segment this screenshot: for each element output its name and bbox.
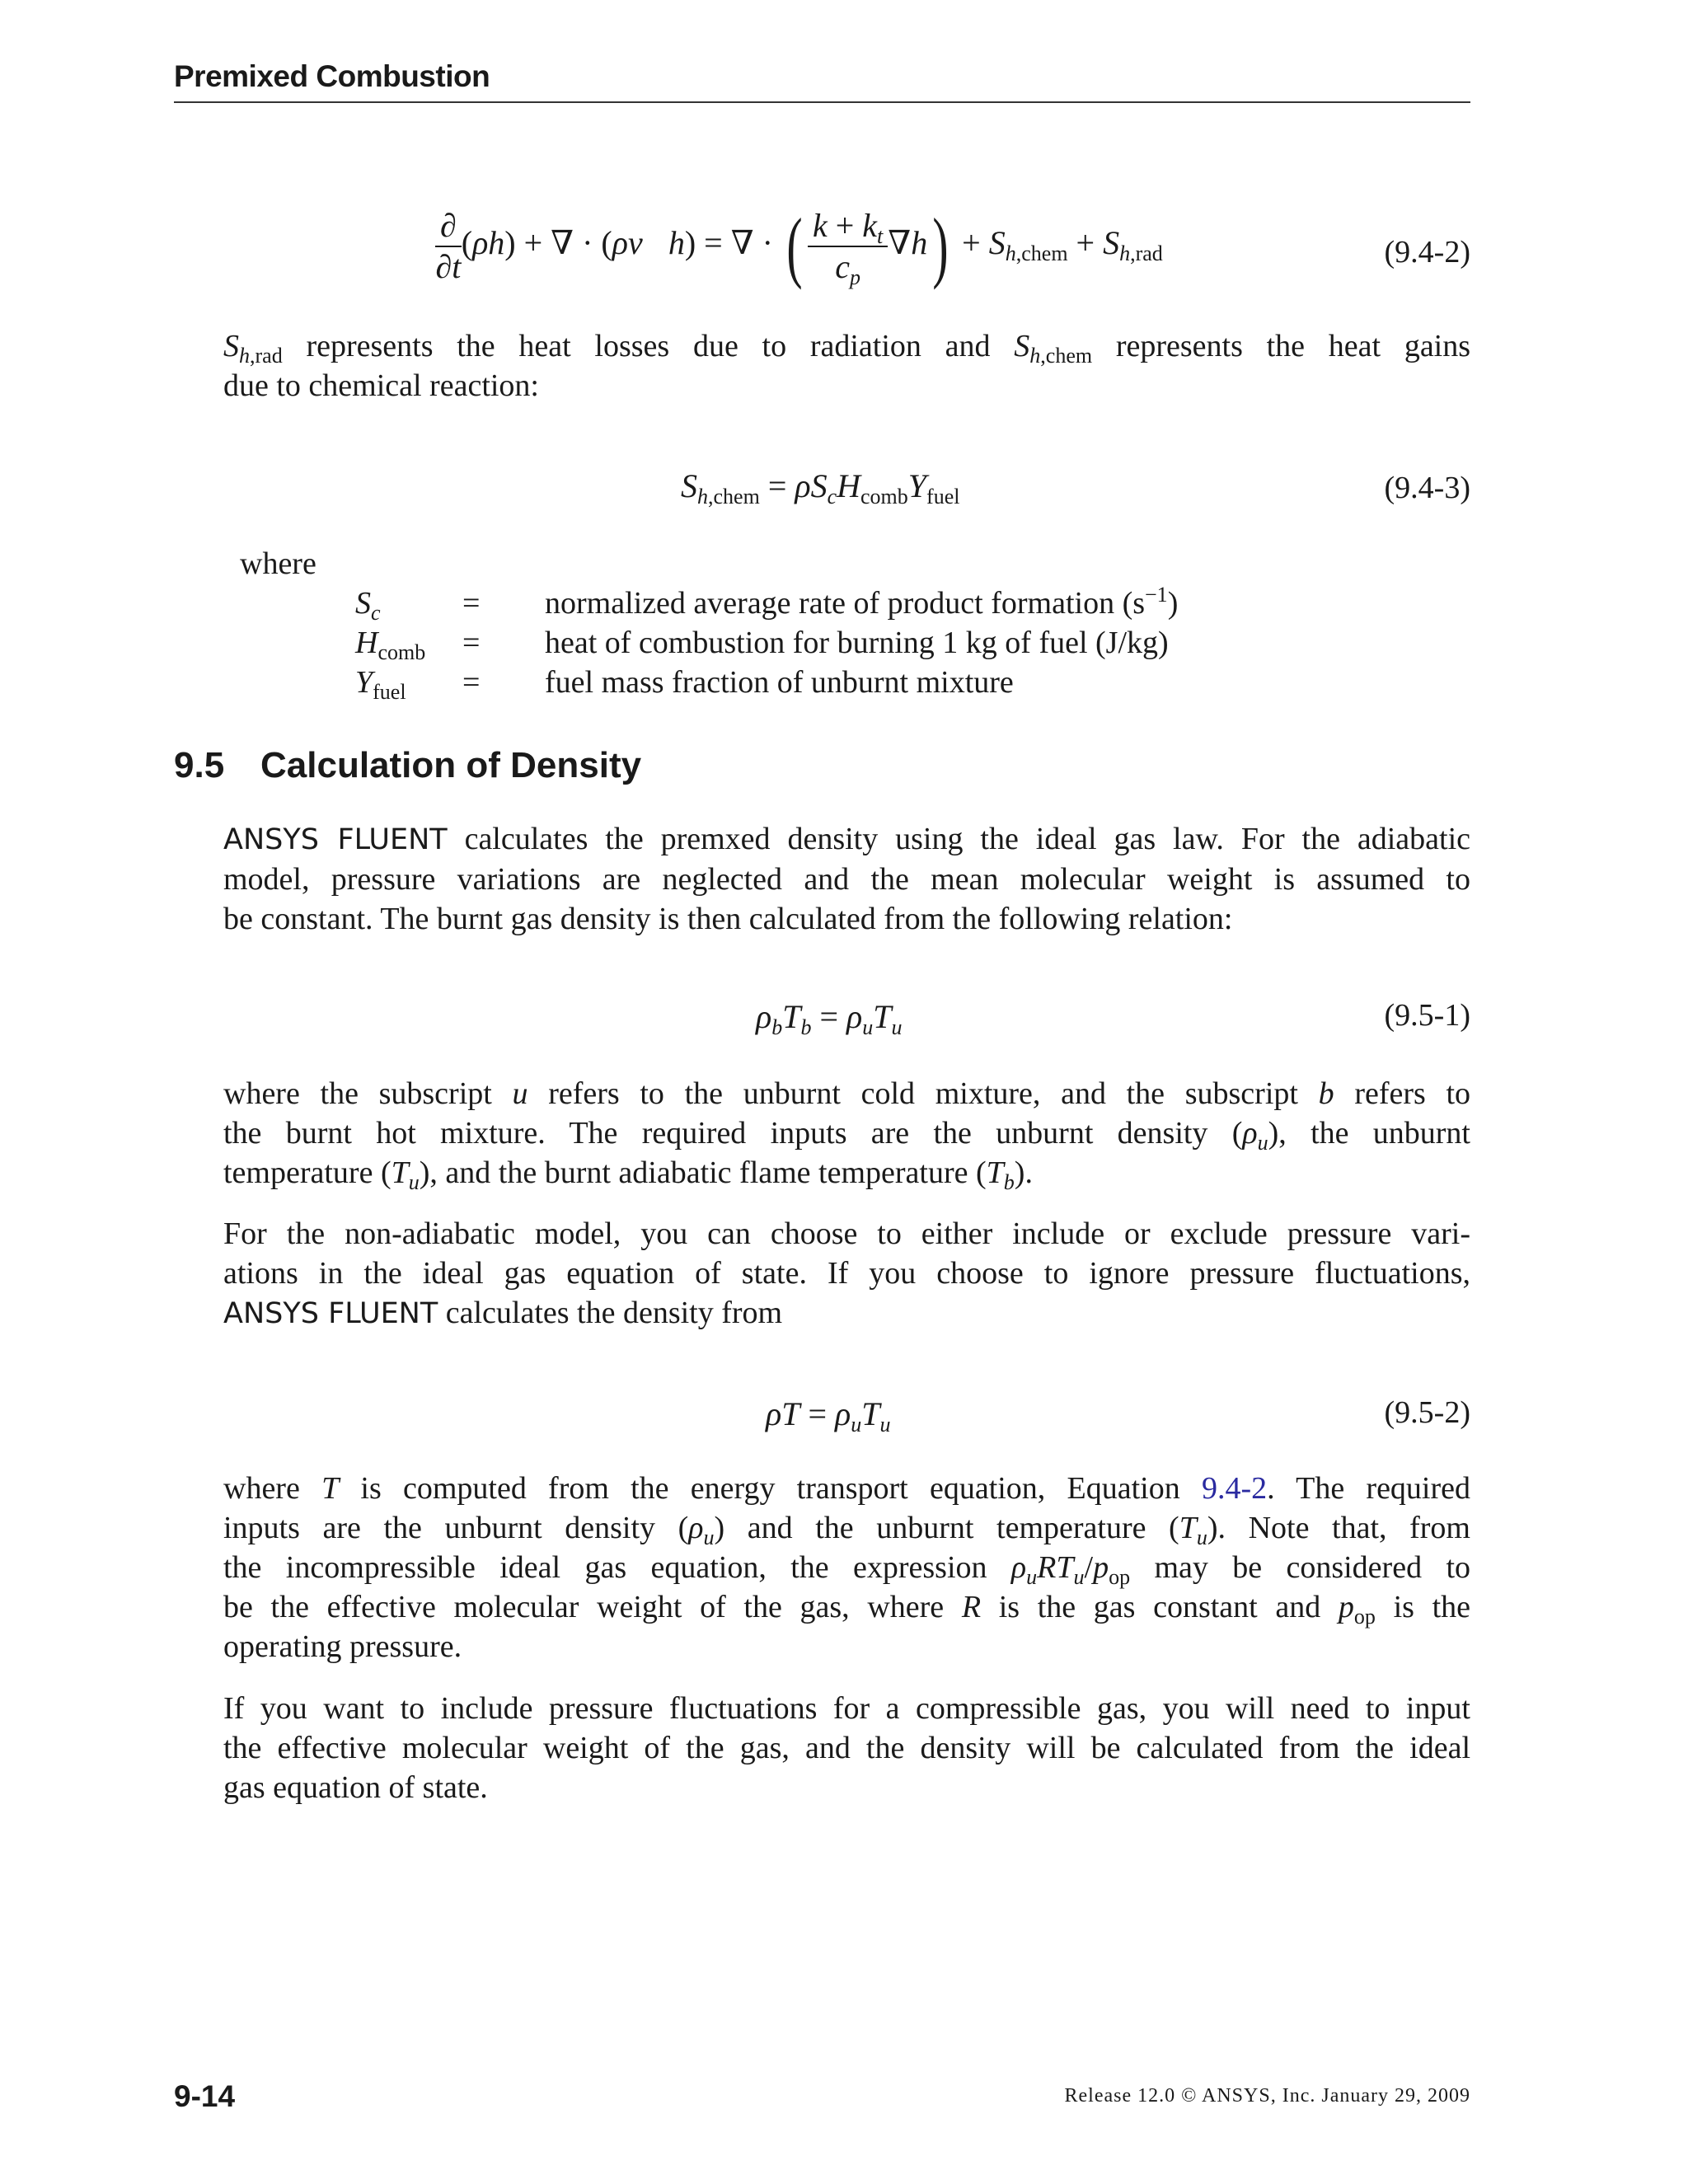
definition-row: $H_{comb}$ = heat of combustion for burning 1 kg of fuel (J/kg) [355,626,1169,664]
equation-number-9-4-2: (9.4-2) [1384,235,1470,269]
definition-row: $Y_{fuel}$ = fuel mass fraction of unburnt mixture [355,665,1014,704]
equation-number-9-5-1: (9.5-1) [1384,998,1470,1033]
definition-row: $S_c$ = normalized average rate of product formation $(s^{-1})$ [355,583,1179,625]
definitions-table [355,585,1178,704]
equation-9-5-2: $\rho T = \rho_uT_u$ [766,1395,891,1436]
equation-9-4-3: $S_{h,chem} = \rho S_cH_{comb}Y_{fuel}$ [681,467,960,509]
paragraph-non-adiabatic: For the non-adiabatic model, you can choose to either include or exclude pressure vari- ations in the ideal gas equation of state. If you choose to ignore pressure fluctuations, ANSYS FLUENT calculates the density from [223,1216,1470,1330]
running-header: Premixed Combustion [174,59,490,93]
paragraph-heat-terms: $S_{h,rad}$ represents the heat losses due to radiation and $S_{h,chem}$ represents the heat gains due to chemical reaction: [223,329,1471,403]
page-number: 9-14 [174,2079,236,2113]
equation-number-9-5-2: (9.5-2) [1384,1395,1470,1430]
paragraph-density-intro: ANSYS FLUENT calculates the premxed density using the ideal gas law. For the adiabatic model, pressure variations are neglected and the mean molecular weight is assumed to be constant. The burnt gas density is then calculated from the following relation: [223,822,1471,936]
paragraph-compressible: If you want to include pressure fluctuations for a compressible gas, you will need to input the effective molecular weight of the gas, and the density will be calculated from the ideal gas equation of state. [223,1691,1470,1805]
paragraph-energy-equation: where T is computed from the energy transport equation, Equation 9.4-2. The required inputs are the unburnt density $(\rho_u)$ and the unburnt temperature $(T_u)$. Note that, from the incompressible ideal gas equation, the expression $\rho_uRT_u/p_{op}$ may be considered to be the effective molecular weight of the gas, where R is the gas constant and $p_{op}$ is the operating pressure. [223,1471,1471,1664]
where-label: where [240,546,316,581]
header-rule [174,101,1470,103]
paragraph-subscripts: where the subscript u refers to the unburnt cold mixture, and the subscript b refers to the burnt hot mixture. The required inputs are the unburnt density $(\rho_u)$, the unburnt temperature $(T_u)$, and the burnt adiabatic flame temperature $(T_b)$. [223,1076,1471,1194]
release-footer: Release 12.0 © ANSYS, Inc. January 29, 2009 [1064,2085,1470,2107]
equation-link[interactable]: 9.4-2 [1201,1471,1268,1506]
equation-number-9-4-3: (9.4-3) [1384,471,1470,505]
equation-9-5-1: $\rho_bT_b = \rho_uT_u$ [756,998,903,1039]
section-heading: 9.5 Calculation of Density [174,745,642,785]
equation-9-4-2: $\frac{\partial}{\partial t}$ (ρh) + ∇ · (ρv⃗h) = ∇ · ( $\frac{k + k_t}{c_p}$ $\nabla h) + S_{h,chem} + S_{h,rad}$ [435,202,1163,290]
